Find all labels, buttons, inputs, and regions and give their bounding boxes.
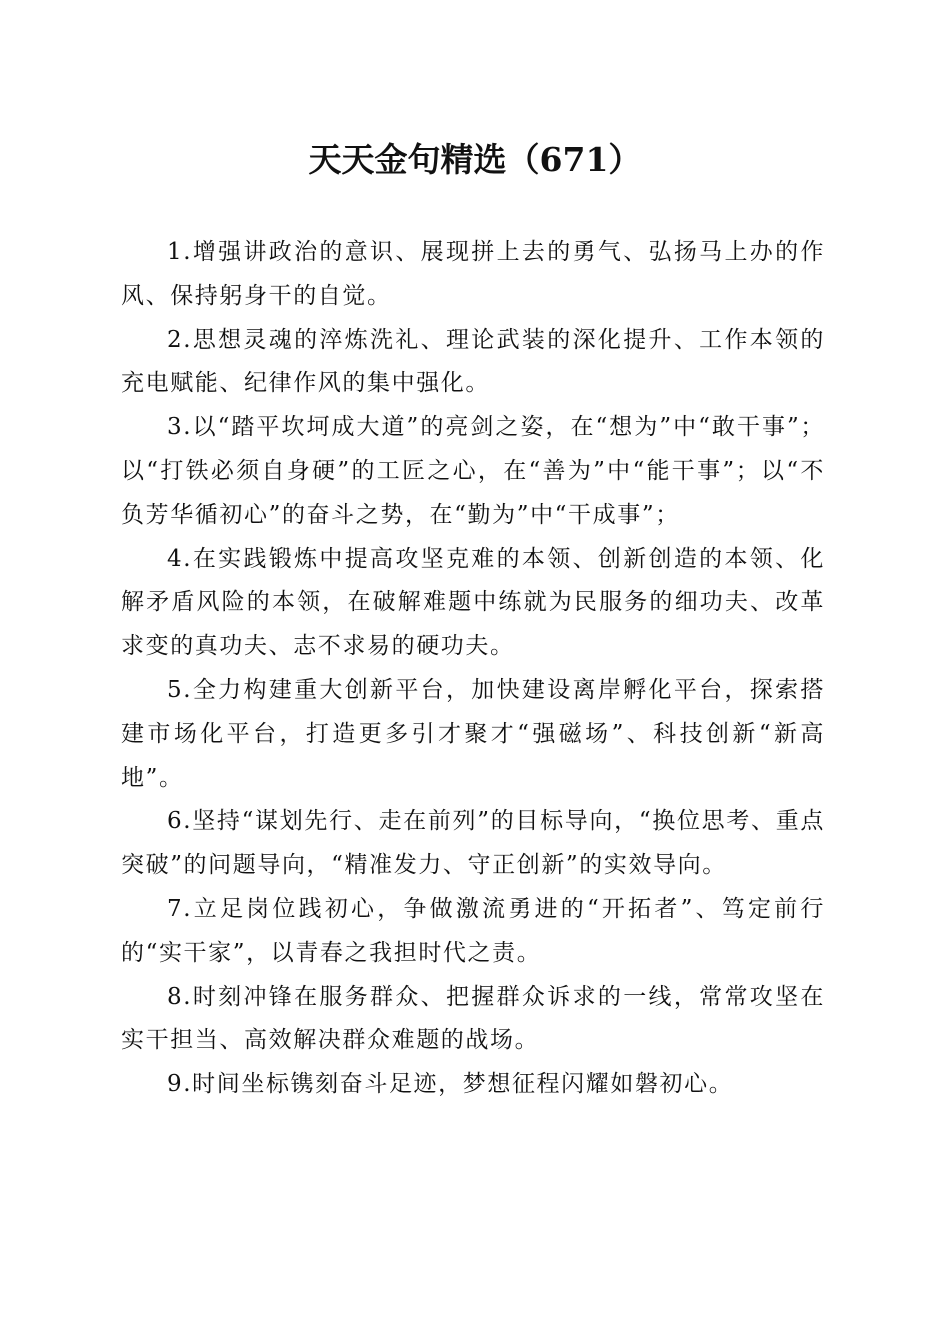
quote-item-5: 5.全力构建重大创新平台，加快建设离岸孵化平台，探索搭建市场化平台，打造更多引才聚才“强磁场”、科技创新“新高地”。 (121, 676, 825, 791)
quote-item-9: 9.时间坐标镌刻奋斗足迹，梦想征程闪耀如磐初心。 (167, 1071, 734, 1098)
quote-item-2: 2.思想灵魂的淬炼洗礼、理论武装的深化提升、工作本领的充电赋能、纪律作风的集中强化。 (121, 326, 825, 397)
document-body (121, 231, 825, 1107)
quote-item-3: 3.以“踏平坎坷成大道”的亮剑之姿，在“想为”中“敢干事”；以“打铁必须自身硬”的工匠之心，在“善为”中“能干事”；以“不负芳华循初心”的奋斗之势，在“勤为”中“干成事”； (121, 414, 825, 528)
quote-item-7: 7.立足岗位践初心，争做激流勇进的“开拓者”、笃定前行的“实干家”，以青春之我担时代之责。 (121, 895, 825, 966)
quote-item-1: 1.增强讲政治的意识、展现拼上去的勇气、弘扬马上办的作风、保持躬身干的自觉。 (121, 239, 825, 309)
quote-item-4: 4.在实践锻炼中提高攻坚克难的本领、创新创造的本领、化解矛盾风险的本领，在破解难题中练就为民服务的细功夫、改革求变的真功夫、志不求易的硬功夫。 (121, 545, 825, 660)
document-title: 天天金句精选（671） (308, 140, 642, 179)
quote-item-8: 8.时刻冲锋在服务群众、把握群众诉求的一线，常常攻坚在实干担当、高效解决群众难题的战场。 (121, 983, 825, 1054)
quote-item-6: 6.坚持“谋划先行、走在前列”的目标导向，“换位思考、重点突破”的问题导向，“精准发力、守正创新”的实效导向。 (121, 808, 825, 879)
